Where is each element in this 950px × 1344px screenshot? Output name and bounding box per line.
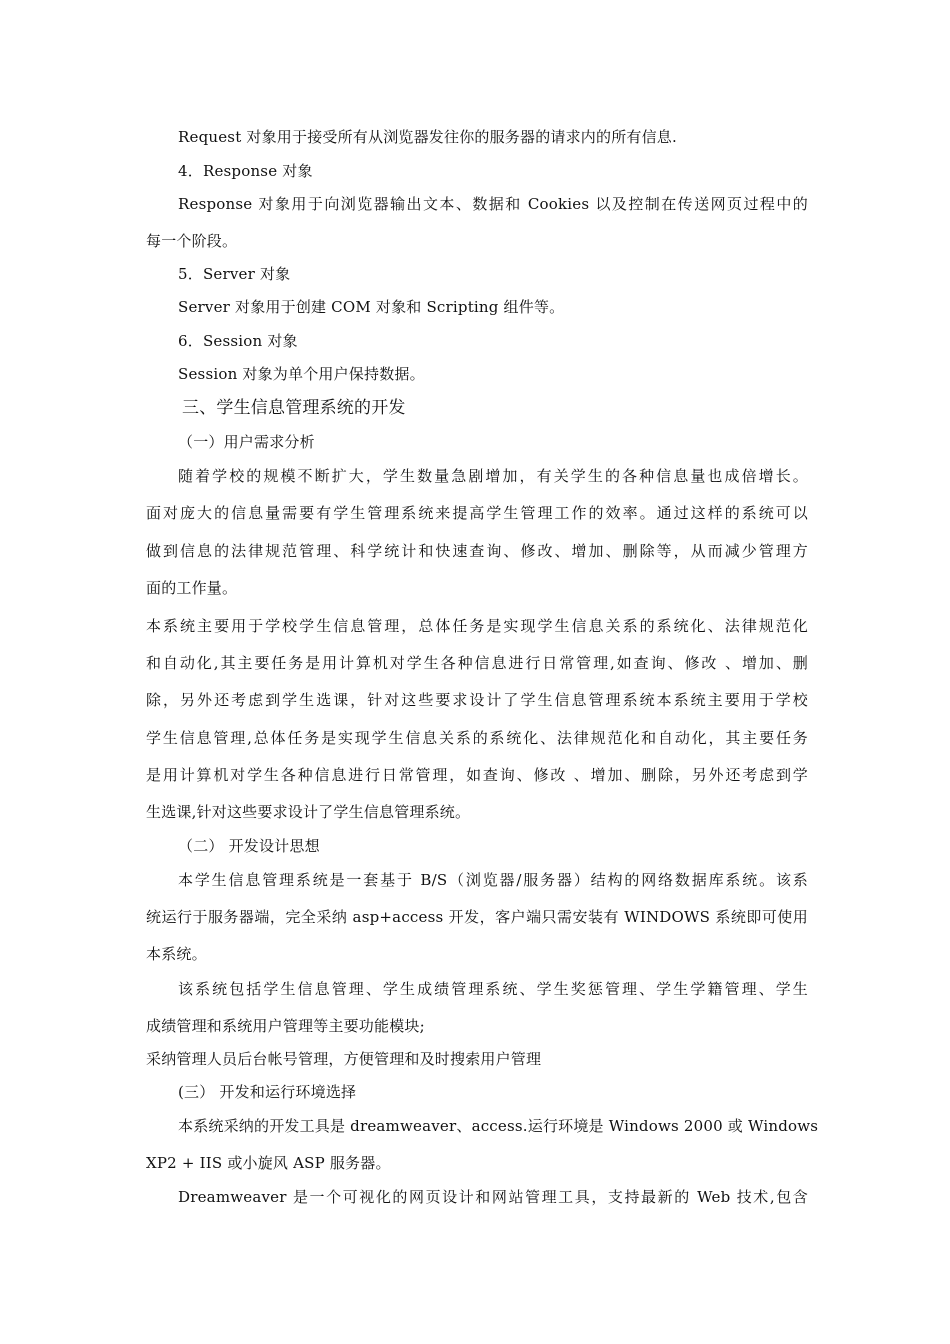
paragraph-line: 随着学校的规模不断扩大，学生数量急剧增加，有关学生的各种信息量也成倍增长。 <box>178 467 808 485</box>
paragraph-line: XP2 + IIS 或小旋风 ASP 服务器。 <box>146 1154 391 1172</box>
paragraph-line: Response 对象用于向浏览器输出文本、数据和 Cookies 以及控制在传送网页过程中的 <box>178 195 808 213</box>
paragraph-line: 采纳管理人员后台帐号管理，方便管理和及时搜索用户管理 <box>146 1050 542 1068</box>
paragraph-line: 统运行于服务器端，完全采纳 asp+access 开发，客户端只需安装有 WINDOWS 系统即可使用 <box>146 908 808 926</box>
subsection-heading: (三） 开发和运行环境选择 <box>178 1083 357 1101</box>
section-title-session: 6．Session 对象 <box>178 332 298 350</box>
paragraph-line: 学生信息管理,总体任务是实现学生信息关系的系统化、法律规范化和自动化，其主要任务 <box>146 729 808 747</box>
chapter-heading: 三、学生信息管理系统的开发 <box>182 398 406 418</box>
paragraph-line: 生选课,针对这些要求设计了学生信息管理系统。 <box>146 803 471 821</box>
paragraph-line: 面的工作量。 <box>146 579 238 597</box>
paragraph-line: 每一个阶段。 <box>146 232 238 250</box>
paragraph-line: 是用计算机对学生各种信息进行日常管理，如查询、修改 、增加、删除，另外还考虑到学 <box>146 766 808 784</box>
paragraph-line: 和自动化,其主要任务是用计算机对学生各种信息进行日常管理,如查询、修改 、增加、删 <box>146 654 808 672</box>
paragraph-line: Session 对象为单个用户保持数据。 <box>178 365 425 383</box>
section-title-server: 5．Server 对象 <box>178 265 291 283</box>
paragraph-line: 本系统。 <box>146 945 207 963</box>
section-title-response: 4．Response 对象 <box>178 162 313 180</box>
paragraph-line: 本系统采纳的开发工具是 dreamweaver、access.运行环境是 Windows 2000 或 Windows <box>178 1117 819 1135</box>
paragraph-line: Request 对象用于接受所有从浏览器发往你的服务器的请求内的所有信息. <box>178 128 677 146</box>
subsection-heading: （一）用户需求分析 <box>178 433 315 451</box>
paragraph-line: 除，另外还考虑到学生选课，针对这些要求设计了学生信息管理系统本系统主要用于学校 <box>146 691 808 709</box>
paragraph-line: 本系统主要用于学校学生信息管理，总体任务是实现学生信息关系的系统化、法律规范化 <box>146 617 808 635</box>
paragraph-line: 做到信息的法律规范管理、科学统计和快速查询、修改、增加、删除等，从而减少管理方 <box>146 542 808 560</box>
paragraph-line: Dreamweaver 是一个可视化的网页设计和网站管理工具，支持最新的 Web 技术,包含 <box>178 1188 808 1206</box>
paragraph-line: Server 对象用于创建 COM 对象和 Scripting 组件等。 <box>178 298 565 316</box>
paragraph-line: 成绩管理和系统用户管理等主要功能模块; <box>146 1017 425 1035</box>
paragraph-line: 本学生信息管理系统是一套基于 B/S（浏览器/服务器）结构的网络数据库系统。该系 <box>178 871 808 889</box>
paragraph-line: 该系统包括学生信息管理、学生成绩管理系统、学生奖惩管理、学生学籍管理、学生 <box>178 980 808 998</box>
paragraph-line: 面对庞大的信息量需要有学生管理系统来提高学生管理工作的效率。通过这样的系统可以 <box>146 504 808 522</box>
subsection-heading: （二） 开发设计思想 <box>178 837 320 855</box>
